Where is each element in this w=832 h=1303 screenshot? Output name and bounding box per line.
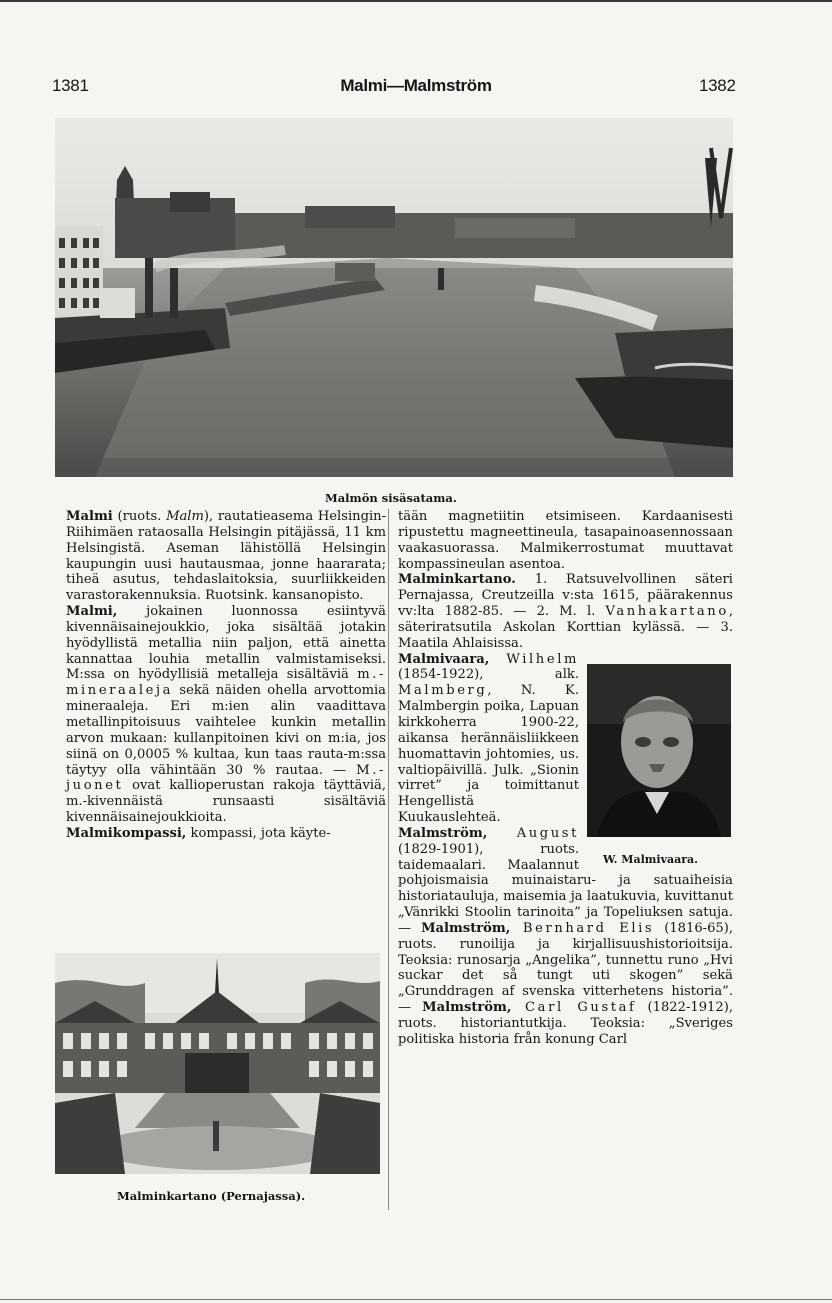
entry-malmivaara: Malmivaara, Wilhelm (1854-1922), alk. Malmberg, N. K. Malmbergin poika, Lapuan kirkkoherra 1900-22, aikansa herännäisliikkeen huomattavin johtomies, us. valtiopäivillä. Julk. „Sionin virret” ja toimittanut Hengellistä Kuukauslehteä. [398,651,579,826]
entry-head: Malmi [66,509,113,524]
entry-head: Malmström, [421,920,511,936]
entry-malmstrom-august: Malmström, August (1829-1901), ruots. taidemaalari. Maalannut pohjoismaisia muinaistaru- ja satuaiheisia historiatauluja, maisemia ja laatukuvia, kuvittanut „Vänrikki Stoolin tarinoita” ja Topeliuksen satuja. — Malmström, Bernhard Elis (1816-65), ruots. runoilija ja kirjallisuushistorioitsija. Teoksia: runosarja „Angelika”, tunnettu runo „Hvi suckar det så tungt uti skogen” sekä „Grunddragen af svenska vitterhetens historia”. — Malmström, Carl Gustaf (1822-1912), ruots. historiantutkija. Teoksia: „Sveriges politiska historia från konung Carl [398,825,734,1047]
column-divider [388,509,389,1210]
page-title: Malmi—Malmström [340,76,492,95]
entry-malminkartano: Malminkartano. 1. Ratsuvelvollinen säteri Pernajassa, Creutzeilla v:sta 1615, päärakennus vv:lta 1882-85. — 2. M. l. Vanhakartano, säteriratsutila Askolan Korttian kylässä. — 3. Maatila Ahlaisissa. [398,572,733,651]
entry-malmi-station: Malmi (ruots. Malm), rautatieasema Helsingin-Riihimäen rataosalla Helsingin pitäjässä, 11 km Helsingistä. Aseman lähistöllä Helsingin kaupungin uusi hautausmaa, jonne haararata; tiheä asutus, tehdaslaitoksia, suurliikkeiden varastorakennuksia. Ruotsink. kansanopisto. [66,509,386,604]
portrait-caption: W. Malmivaara. [603,852,698,866]
portrait-photo [587,664,731,837]
entry-head: Malmström, [398,825,488,841]
page-number-left: 1381 [52,76,89,95]
entry-head: Malmström, [422,1000,512,1016]
entry-malmikompassi: Malmikompassi, kompassi, jota käyte- [66,825,331,841]
left-column [66,509,386,842]
entry-head: Malmikompassi, [66,825,187,841]
page-top-edge [0,0,832,2]
manor-photo [55,953,380,1174]
harbor-caption: Malmön sisäsatama. [325,491,457,505]
right-column [398,509,733,1048]
entry-malmi-ore: Malmi, jokainen luonnossa esiintyvä kivennäisainejoukkio, joka sisältää jotakin hyödyllistä metallia niin paljon, että ainetta kannattaa louhia metallin valmistamiseksi. M:ssa on hyödyllisiä metalleja sisältäviä m.-mineraaleja sekä näiden ohella arvottomia mineraaleja. Eri m:ien alin vaadittava metallinpitoisuus vaihtelee kunkin metallin arvon mukaan: kullanpitoinen kivi on m:ia, jos siinä on 0,0005 % kultaa, kun taas rauta-m:ssa täytyy olla vähintään 30 % rautaa. — M.-juonet ovat kallioperustan rakoja täyttäviä, m.-kivennäistä runsaasti sisältäviä kivennäisainejoukkioita. [66,604,386,826]
page-number-right: 1382 [699,76,736,95]
entry-head: Malminkartano. [398,572,516,588]
entry-head: Malmivaara, [398,651,490,667]
page-bottom-edge [0,1299,832,1300]
portrait-figure [587,664,733,868]
manor-caption: Malminkartano (Pernajassa). [117,1189,306,1203]
harbor-photo [55,118,733,477]
entry-malmikompassi-cont: tään magnetiitin etsimiseen. Kardaanisesti ripustettu magneettineula, tasapainoasennossaan vaakasuorassa. Malmikerrostumat muuttavat kompassineulan asentoa. [398,509,733,572]
entry-head: Malmi, [66,604,118,620]
